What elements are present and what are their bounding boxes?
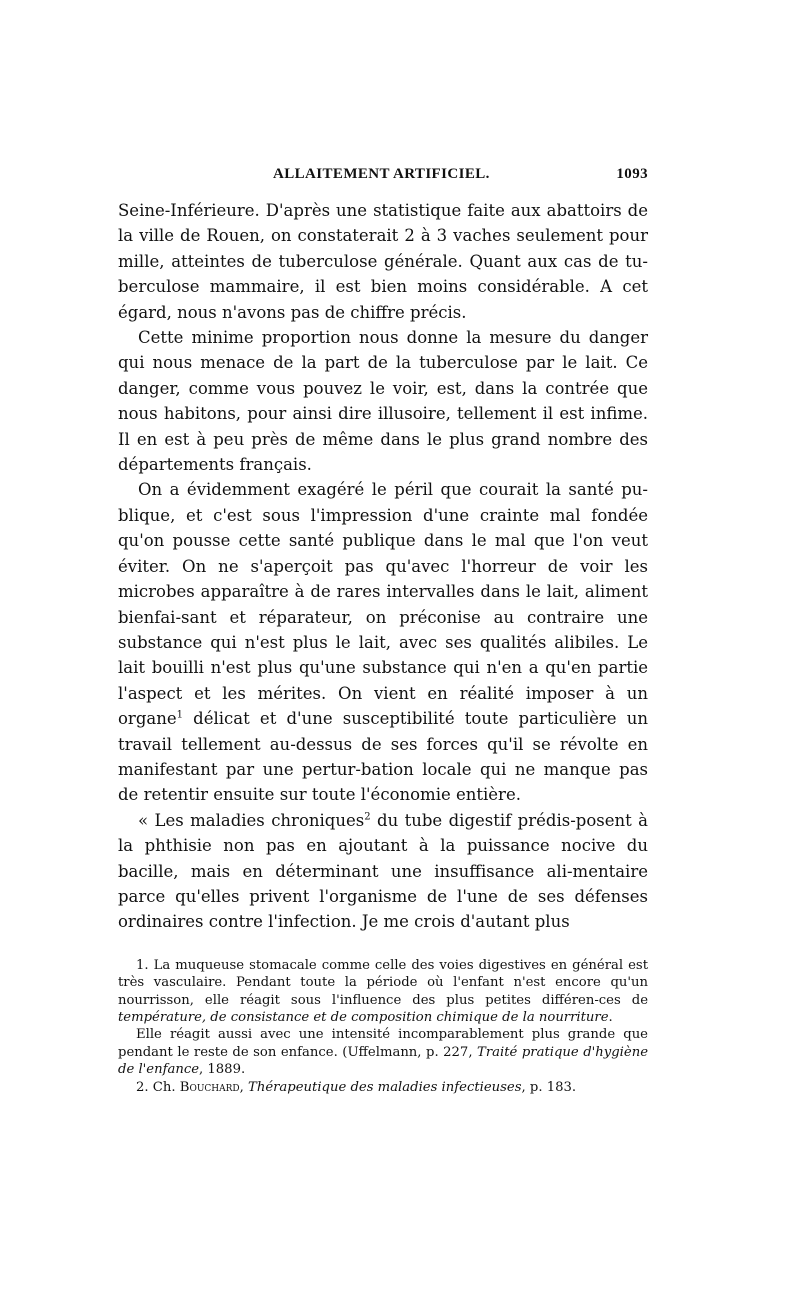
paragraph-4-text-b: du tube digestif prédis-posent à la phthisie non pas en ajoutant à la puissance nocive du bacille, mais en déterminant une insuffisance ali-mentaire parce qu'elles privent l'organisme de l'une de ses défenses ordinaires contre l'infection. Je me crois d'autant plus: [118, 810, 648, 932]
paragraph-4-text-a: « Les maladies chroniques: [138, 810, 365, 830]
footnotes: [118, 957, 648, 1096]
footnote-1-continued: [118, 1026, 648, 1078]
paragraph-2: Cette minime proportion nous donne la mesure du danger qui nous menace de la part de la tuberculose par le lait. Ce danger, comme vous pouvez le voir, est, dans la contrée que nous habitons, pour ainsi dire illusoire, tellement il est infime. Il en est à peu près de même dans le plus grand nombre des départements français.: [118, 328, 648, 475]
running-title: ALLAITEMENT ARTIFICIEL.: [273, 166, 490, 182]
footnote-1-text: 1. La muqueuse stomacale comme celle des voies digestives en général est très vasculaire. Pendant toute la période où l'enfant n'est encore qu'un nourrisson, elle réagit sous l'influence des plus petites différen-ces de: [118, 957, 648, 1008]
footnote-1-italic: température, de consistance et de composition chimique de la nourriture: [118, 1010, 609, 1025]
footnote-1-end: .: [608, 1010, 613, 1025]
paragraph-3: [118, 477, 648, 807]
footnote-2: [118, 1079, 648, 1096]
footnote-ref-1[interactable]: 1: [176, 709, 183, 721]
footnote-1b-end: , 1889.: [199, 1062, 246, 1078]
paragraph-1: Seine-Inférieure. D'après une statistique faite aux abattoirs de la ville de Rouen, on constaterait 2 à 3 vaches seulement pour mille, atteintes de tuberculose générale. Quant aux cas de tu-berculose mammaire, il est bien moins considérable. A cet égard, nous n'avons pas de chiffre précis.: [118, 201, 648, 322]
document-page: [118, 160, 648, 1096]
footnote-2-sep: ,: [239, 1079, 249, 1095]
footnote-1b-italic: Traité pratique d'hygiène de l'enfance: [118, 1044, 648, 1078]
page-number: 1093: [616, 166, 648, 182]
footnote-ref-2[interactable]: 2: [364, 811, 371, 823]
paragraph-3-text-b: délicat et d'une susceptibilité toute particulière un travail tellement au-dessus de ses forces qu'il se révolte en manifestant par une pertur-bation locale qui ne manque pas de retentir ensuite sur toute l'économie entière.: [118, 709, 648, 805]
footnote-1: [118, 957, 648, 1027]
main-text: [118, 198, 648, 935]
footnote-2-text: 2. Ch.: [136, 1079, 180, 1095]
running-header: [118, 160, 648, 190]
footnote-2-end: , p. 183.: [521, 1079, 577, 1095]
footnote-2-italic: Thérapeutique des maladies infectieuses: [248, 1079, 522, 1095]
footnote-2-author: Bouchard: [179, 1079, 240, 1095]
footnote-1b-text: Elle réagit aussi avec une intensité incomparablement plus grande que pendant le reste de son enfance. (Uffelmann, p. 227,: [118, 1027, 648, 1060]
paragraph-3-text-a: On a évidemment exagéré le péril que courait la santé pu-blique, et c'est sous l'impression d'une crainte mal fondée qu'on pousse cette santé publique dans le mal que l'on veut éviter. On ne s'aperçoit pas qu'avec l'horreur de voir les microbes apparaître à de rares intervalles dans le lait, aliment bienfai-sant et réparateur, on préconise au contraire une substance qui n'est plus le lait, avec ses qualités alibiles. Le lait bouilli n'est plus qu'une substance qui n'en a qu'en partie l'aspect et les mérites. On vient en réalité imposer à un organe: [118, 480, 648, 729]
paragraph-4: [118, 808, 648, 935]
